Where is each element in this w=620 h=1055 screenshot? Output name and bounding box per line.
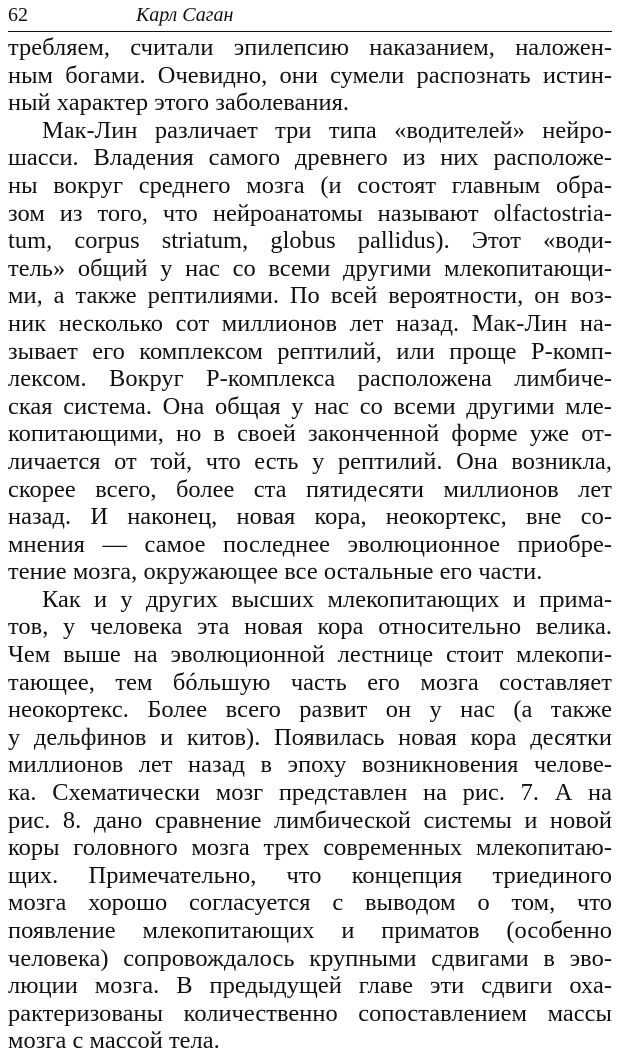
text-line: ми, а также рептилиями. По всей вероятности, он воз-	[8, 282, 612, 310]
text-line: ка. Схематически мозг представлен на рис. 7. А на	[8, 779, 612, 807]
text-line: Как и у других высших млекопитающих и прима-	[42, 585, 612, 613]
text-line: ный характер этого заболевания.	[8, 89, 350, 117]
text-line: рис. 8. дано сравнение лимбической системы и новой	[8, 806, 612, 834]
text-line: мозга с массой тела.	[8, 1027, 220, 1055]
text-line: tum, corpus striatum, globus pallidus). Этот «води-	[8, 227, 612, 255]
text-line: рактеризованы количественно сопоставлением массы	[8, 999, 612, 1027]
text-line: назад. И наконец, новая кора, неокортекс, вне со-	[8, 503, 612, 531]
text-line: тающее, тем бóльшую часть его мозга составляет	[8, 668, 612, 696]
text-line: неокортекс. Более всего развит он у нас (а также	[8, 696, 612, 724]
paragraph	[8, 117, 612, 586]
text-line: тов, у человека эта новая кора относительно велика.	[8, 613, 612, 641]
running-head-title: Карл Саган	[136, 4, 234, 26]
text-line: ным богами. Очевидно, они сумели распознать истин-	[8, 61, 612, 89]
text-line: у дельфинов и китов). Появилась новая кора десятки	[8, 723, 612, 751]
text-line: личается от той, что есть у рептилий. Она возникла,	[8, 447, 612, 475]
text-line: миллионов лет назад в эпоху возникновения челове-	[8, 751, 612, 779]
text-line: щих. Примечательно, что концепция триединого	[8, 861, 612, 889]
text-line: шасси. Владения самого древнего из них расположе-	[8, 144, 612, 172]
text-line: лексом. Вокруг Р-комплекса расположена лимбиче-	[8, 365, 612, 393]
text-line: ская система. Она общая у нас со всеми другими мле-	[8, 392, 612, 420]
text-line: человека) сопровождалось крупными сдвигами в эво-	[8, 944, 612, 972]
paragraph	[8, 586, 612, 1055]
text-line: зывает его комплексом рептилий, или проще Р-комп-	[8, 337, 612, 365]
text-line: Мак-Лин различает три типа «водителей» нейро-	[42, 116, 612, 144]
body-text	[8, 34, 612, 1055]
text-line: копитающими, но в своей законченной форме уже от-	[8, 420, 612, 448]
text-line: ник несколько сот миллионов лет назад. Мак-Лин на-	[8, 309, 612, 337]
text-line: люции мозга. В предыдущей главе эти сдвиги оха-	[8, 972, 612, 1000]
text-line: требляем, считали эпилепсию наказанием, наложен-	[8, 34, 612, 61]
text-line: Чем выше на эволюционной лестнице стоит млекопи-	[8, 641, 612, 669]
page-number: 62	[8, 4, 28, 26]
text-line: мозга хорошо согласуется с выводом о том, что	[8, 889, 612, 917]
running-head	[8, 2, 612, 32]
text-line: мнения — самое последнее эволюционное приобре-	[8, 530, 612, 558]
text-line: ны вокруг среднего мозга (и состоят главным обра-	[8, 171, 612, 199]
text-line: скорее всего, более ста пятидесяти миллионов лет	[8, 475, 612, 503]
text-line: зом из того, что нейроанатомы называют olfactostria-	[8, 199, 612, 227]
header-rule	[8, 31, 612, 32]
text-line: тение мозга, окружающее все остальные его части.	[8, 558, 543, 586]
text-line: появление млекопитающих и приматов (особенно	[8, 917, 612, 944]
paragraph	[8, 34, 612, 117]
text-line: тель» общий у нас со всеми другими млекопитающи-	[8, 254, 612, 282]
text-line: коры головного мозга трех современных млекопитаю-	[8, 834, 612, 862]
